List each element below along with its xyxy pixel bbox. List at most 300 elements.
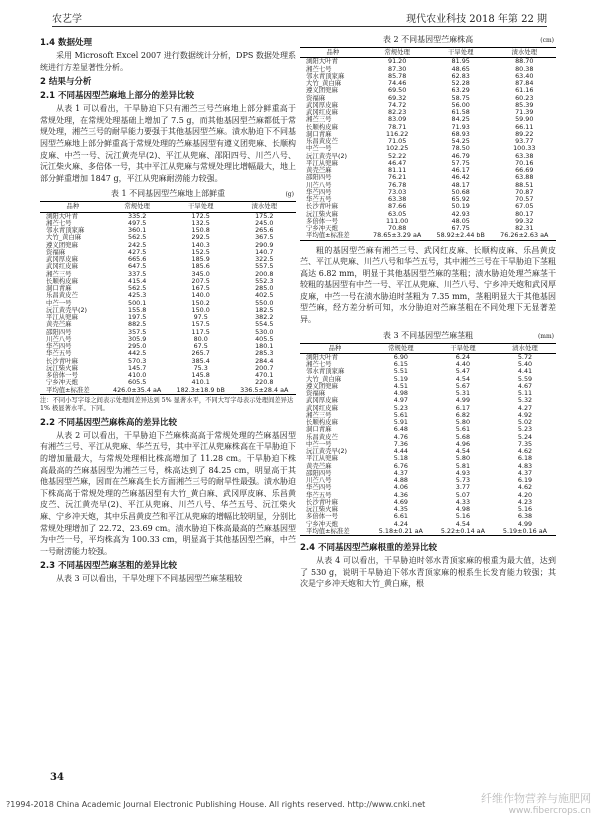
- variety-cell: 武冈红皮麻: [46, 262, 78, 271]
- variety-cell: 沅江黄壳早(2): [306, 447, 348, 456]
- value-cell: 5.32: [517, 396, 533, 405]
- value-cell: 70.57: [515, 195, 534, 203]
- value-cell: 62.83: [451, 71, 470, 80]
- variety-cell: 长沙青叶麻: [306, 202, 338, 211]
- table1-unit: (g): [285, 191, 294, 199]
- section-heading: 1.4 数据处理: [40, 38, 93, 48]
- value-cell: 4.36: [393, 490, 408, 499]
- table-caption: [300, 330, 556, 341]
- variety-cell: 遵义团兜麻: [46, 240, 78, 249]
- table-row: [300, 232, 556, 240]
- value-cell: 71.05: [388, 137, 407, 145]
- paragraph: 从表 1 可以看出，干旱胁迫下只有湘苎三号苎麻地上部分鲜重高于常规处理，在常规处理基础上增加了 7.5 g，而其他基因型苎麻都低于常规处理，湘苎三号的耐旱能力要强于其他基因型苎麻。渍水胁迫下不同基因型苎麻地上部分鲜重高于常规处理的苎麻基因型有遵义团兜麻、长顺构皮麻、中苎一号、沅江黄壳早(2)、平江从兜麻、邵阳四号、川苎八号、沅江柴火麻、多倍体一号，其中平江从兜麻与常规处理比增幅最大，地上部分鲜重增加 1847 g，平江从兜麻耐涝能力较强。: [40, 104, 296, 183]
- running-header: [52, 6, 547, 27]
- variety-cell: 长沙青叶麻: [46, 356, 78, 365]
- value-cell: 4.33: [455, 497, 471, 506]
- value-cell: 5.18±0.21 aA: [370, 528, 432, 536]
- value-cell: 82.23: [388, 108, 407, 116]
- value-cell: 74.72: [388, 100, 407, 109]
- variety-cell: 宁乡冲天炮: [46, 378, 78, 387]
- variety-cell: 洞口青麻: [306, 425, 332, 434]
- value-cell: 76.21: [388, 173, 407, 182]
- value-cell: 5.02: [517, 418, 533, 427]
- value-cell: 336.5±28.4 aA: [233, 387, 296, 395]
- value-cell: 337.5: [128, 269, 147, 278]
- value-cell: 65.92: [451, 195, 470, 203]
- variety-cell: 湘苎三号: [306, 410, 332, 419]
- value-cell: 117.5: [191, 327, 210, 336]
- value-cell: 59.90: [515, 115, 534, 124]
- value-cell: 5.67: [455, 381, 471, 390]
- table-row: [40, 387, 296, 395]
- value-cell: 150.8: [191, 226, 210, 235]
- variety-cell: 华苎四号: [306, 483, 332, 492]
- header-section: 农艺学: [52, 14, 82, 25]
- value-cell: 402.5: [255, 291, 274, 300]
- section-heading: 2.4 不同基因型苎麻根重的差异比较: [300, 543, 438, 554]
- value-cell: 69.50: [388, 86, 407, 95]
- value-cell: 157.5: [191, 320, 210, 329]
- value-cell: 6.38: [517, 512, 533, 521]
- variety-cell: 多倍体一号: [306, 216, 338, 225]
- value-cell: 426.0±35.4 aA: [105, 387, 168, 395]
- variety-cell: 平均值±标准差: [40, 387, 105, 395]
- value-cell: 68.93: [451, 129, 470, 138]
- value-cell: 5.23: [393, 403, 408, 412]
- table-caption: [300, 34, 556, 45]
- value-cell: 552.3: [255, 276, 274, 285]
- variety-cell: 华苎五号: [306, 490, 332, 499]
- value-cell: 182.5: [255, 305, 274, 314]
- value-cell: 5.47: [455, 367, 471, 376]
- value-cell: 357.5: [128, 327, 147, 336]
- variety-cell: 长顺构皮麻: [306, 122, 338, 131]
- table2-title: 表 2 不同基因型苎麻株高: [382, 35, 474, 44]
- watermark: 纤维作物营养与施肥网: [481, 792, 591, 805]
- variety-cell: 川苎八号: [306, 180, 332, 189]
- value-cell: 882.5: [128, 320, 147, 329]
- value-cell: 4.54: [455, 519, 471, 528]
- value-cell: 562.5: [128, 284, 147, 293]
- value-cell: 50.19: [451, 202, 470, 211]
- variety-cell: 武冈厚皮麻: [46, 255, 78, 264]
- value-cell: 5.59: [517, 374, 533, 383]
- value-cell: 152.5: [191, 247, 210, 256]
- value-cell: 605.5: [128, 378, 147, 387]
- variety-cell: 武冈厚皮麻: [306, 396, 338, 405]
- value-cell: 6.90: [393, 352, 408, 361]
- value-cell: 345.0: [191, 269, 210, 278]
- value-cell: 93.77: [515, 137, 534, 145]
- value-cell: 442.5: [128, 349, 147, 358]
- value-cell: 4.92: [517, 410, 533, 419]
- value-cell: 91.20: [388, 57, 407, 66]
- value-cell: 4.67: [517, 381, 533, 390]
- variety-cell: 邻水青顶家麻: [46, 226, 85, 235]
- value-cell: 4.83: [517, 461, 533, 470]
- value-cell: 4.96: [455, 439, 471, 448]
- value-cell: 5.19: [393, 374, 408, 383]
- value-cell: 5.61: [393, 410, 408, 419]
- section-heading: 2.3 不同基因型苎麻茎粗的差异比较: [40, 561, 178, 572]
- value-cell: 4.23: [517, 497, 533, 506]
- section-heading: 2.2 不同基因型苎麻株高的差异比较: [40, 417, 178, 428]
- value-cell: 200.7: [255, 363, 274, 372]
- variety-cell: 浏阳大叶青: [306, 57, 338, 66]
- value-cell: 63.38: [515, 151, 534, 160]
- value-cell: 175.2: [255, 211, 274, 220]
- value-cell: 4.41: [517, 367, 533, 376]
- value-cell: 84.25: [451, 115, 470, 124]
- variety-cell: 华苎四号: [306, 187, 332, 196]
- value-cell: 63.29: [451, 86, 470, 95]
- value-cell: 63.05: [388, 209, 407, 218]
- value-cell: 87.66: [388, 202, 407, 211]
- table-2: [300, 47, 556, 241]
- value-cell: 42.93: [451, 209, 470, 218]
- value-cell: 425.3: [128, 291, 147, 300]
- value-cell: 557.5: [255, 262, 274, 271]
- col-header: 渍水处理: [493, 48, 556, 58]
- col-header: 品种: [300, 343, 370, 353]
- variety-cell: 资福麻: [306, 389, 326, 398]
- value-cell: 5.91: [393, 418, 408, 427]
- table-header-row: [300, 48, 556, 58]
- right-column: [300, 34, 556, 590]
- value-cell: 5.18: [393, 454, 408, 463]
- value-cell: 5.11: [517, 389, 533, 398]
- variety-cell: 川苎八号: [46, 334, 72, 343]
- value-cell: 497.5: [128, 218, 147, 227]
- value-cell: 4.88: [393, 476, 408, 485]
- variety-cell: 长顺构皮麻: [46, 276, 78, 285]
- variety-cell: 华苎四号: [46, 342, 72, 351]
- value-cell: 5.24: [517, 432, 533, 441]
- value-cell: 85.78: [388, 71, 407, 80]
- value-cell: 265.7: [191, 349, 210, 358]
- value-cell: 4.44: [393, 447, 408, 456]
- value-cell: 78.65±3.29 aA: [365, 232, 428, 240]
- variety-cell: 中苎一号: [46, 298, 72, 307]
- variety-cell: 浏阳大叶青: [46, 211, 78, 220]
- variety-cell: 沅江黄壳早(2): [306, 151, 348, 160]
- value-cell: 58.92±2.44 bB: [429, 232, 493, 240]
- variety-cell: 宁乡冲天炮: [306, 224, 338, 232]
- value-cell: 6.82: [455, 410, 471, 419]
- table-header-row: [300, 343, 556, 353]
- value-cell: 647.5: [128, 262, 147, 271]
- value-cell: 4.54: [455, 374, 471, 383]
- value-cell: 4.37: [393, 468, 408, 477]
- variety-cell: 川苎八号: [306, 476, 332, 485]
- table-caption: [40, 188, 296, 199]
- variety-cell: 沅江柴火麻: [46, 363, 78, 372]
- table1-title: 表 1 不同基因型苎麻地上部鲜重: [110, 189, 226, 199]
- value-cell: 56.00: [451, 100, 470, 109]
- variety-cell: 黄壳苎麻: [306, 166, 332, 174]
- variety-cell: 洞口青麻: [306, 129, 332, 138]
- copyright-footer: ?1994-2018 China Academic Journal Electronic Publishing House. All rights reserved. http://www.cnki.net: [6, 800, 426, 809]
- value-cell: 550.0: [255, 298, 274, 307]
- variety-cell: 浏阳大叶青: [306, 352, 338, 361]
- value-cell: 5.61: [455, 425, 471, 434]
- variety-cell: 湘苎七号: [46, 218, 72, 227]
- table-note: 注：不同小写字母之间表示处理间差异达到 5% 显著水平，不同大写字母表示处理间差异达 1% 极显著水平。下同。: [40, 396, 294, 412]
- value-cell: 4.99: [517, 519, 533, 528]
- value-cell: 52.22: [388, 151, 407, 160]
- variety-cell: 武冈红皮麻: [306, 108, 338, 116]
- value-cell: 66.11: [515, 122, 534, 131]
- value-cell: 4.35: [393, 505, 408, 514]
- variety-cell: 乐昌黄皮苎: [306, 137, 338, 145]
- value-cell: 335.2: [128, 211, 147, 220]
- variety-cell: 长顺构皮麻: [306, 418, 338, 427]
- value-cell: 70.88: [388, 224, 407, 232]
- value-cell: 4.24: [393, 519, 408, 528]
- variety-cell: 乐昌黄皮苎: [306, 432, 338, 441]
- variety-cell: 资福麻: [46, 247, 66, 256]
- value-cell: 63.38: [388, 195, 407, 203]
- value-cell: 111.00: [385, 216, 409, 225]
- variety-cell: 宁乡冲天炮: [306, 519, 338, 528]
- value-cell: 4.20: [517, 490, 533, 499]
- value-cell: 73.03: [388, 187, 407, 196]
- value-cell: 185.6: [191, 262, 210, 271]
- value-cell: 76.78: [388, 180, 407, 189]
- table3-unit: (mm): [537, 332, 554, 340]
- value-cell: 4.40: [455, 360, 471, 369]
- value-cell: 80.38: [515, 64, 534, 73]
- value-cell: 6.15: [393, 360, 408, 369]
- header-journal: 现代农业科技 2018 年第 22 期: [406, 14, 547, 25]
- value-cell: 665.6: [128, 255, 147, 264]
- variety-cell: 湘苎七号: [306, 360, 332, 369]
- value-cell: 78.71: [388, 122, 407, 131]
- value-cell: 197.5: [128, 313, 147, 322]
- value-cell: 6.76: [393, 461, 408, 470]
- value-cell: 5.23: [517, 425, 533, 434]
- value-cell: 265.6: [255, 226, 274, 235]
- value-cell: 562.5: [128, 233, 147, 242]
- variety-cell: 平江从兜麻: [46, 313, 78, 322]
- value-cell: 60.23: [515, 93, 534, 102]
- value-cell: 102.25: [385, 144, 409, 153]
- value-cell: 145.8: [191, 371, 210, 380]
- variety-cell: 平江从兜麻: [306, 454, 338, 463]
- paragraph: 从表 3 可以看出，干旱处理下不同基因型苎麻茎粗较: [56, 574, 243, 584]
- value-cell: 140.7: [255, 247, 274, 256]
- variety-cell: 华苎五号: [46, 349, 72, 358]
- value-cell: 46.47: [388, 158, 407, 167]
- value-cell: 67.05: [515, 202, 534, 211]
- value-cell: 69.32: [388, 93, 407, 102]
- value-cell: 5.22±0.14 aA: [432, 528, 494, 536]
- value-cell: 385.4: [191, 356, 210, 365]
- value-cell: 54.25: [451, 137, 470, 145]
- value-cell: 5.51: [393, 367, 408, 376]
- section-heading: 2 结果与分析: [40, 77, 92, 88]
- value-cell: 5.40: [517, 360, 533, 369]
- value-cell: 61.58: [451, 108, 470, 116]
- value-cell: 4.98: [455, 505, 471, 514]
- variety-cell: 邵阳四号: [306, 173, 332, 182]
- value-cell: 4.27: [517, 403, 533, 412]
- variety-cell: 大竹_黄白麻: [306, 374, 342, 383]
- value-cell: 4.98: [393, 389, 408, 398]
- value-cell: 67.75: [451, 224, 470, 232]
- variety-cell: 平均值±标准差: [300, 528, 370, 536]
- variety-cell: 华苎五号: [306, 195, 332, 203]
- value-cell: 5.73: [455, 476, 471, 485]
- value-cell: 242.5: [128, 240, 147, 249]
- value-cell: 3.77: [455, 483, 471, 492]
- value-cell: 63.88: [515, 173, 534, 182]
- value-cell: 4.69: [393, 497, 408, 506]
- variety-cell: 长沙青叶麻: [306, 497, 338, 506]
- variety-cell: 武冈厚皮麻: [306, 100, 338, 109]
- value-cell: 74.46: [388, 79, 407, 87]
- value-cell: 70.16: [515, 158, 534, 167]
- value-cell: 305.9: [128, 334, 147, 343]
- value-cell: 180.1: [255, 342, 274, 351]
- value-cell: 4.51: [393, 381, 408, 390]
- value-cell: 6.61: [393, 512, 408, 521]
- variety-cell: 多倍体一号: [46, 371, 78, 380]
- value-cell: 5.07: [455, 490, 471, 499]
- value-cell: 530.0: [255, 327, 274, 336]
- value-cell: 57.75: [451, 158, 470, 167]
- value-cell: 7.35: [517, 439, 533, 448]
- value-cell: 470.1: [255, 371, 274, 380]
- value-cell: 76.26±2.63 aA: [493, 232, 556, 240]
- value-cell: 87.84: [515, 79, 534, 87]
- table-header-row: [40, 202, 296, 212]
- value-cell: 81.11: [388, 166, 407, 174]
- table3-title: 表 3 不同基因型苎麻茎粗: [382, 330, 474, 340]
- value-cell: 63.40: [515, 71, 534, 80]
- value-cell: 66.69: [515, 166, 534, 174]
- variety-cell: 武冈红皮麻: [306, 403, 338, 412]
- variety-cell: 沅江柴火麻: [306, 209, 338, 218]
- value-cell: 5.16: [517, 505, 533, 514]
- value-cell: 4.62: [517, 447, 533, 456]
- value-cell: 46.42: [451, 173, 470, 182]
- value-cell: 5.19±0.16 aA: [494, 528, 556, 536]
- value-cell: 88.51: [515, 180, 534, 189]
- value-cell: 80.0: [193, 334, 208, 343]
- value-cell: 167.5: [191, 284, 210, 293]
- value-cell: 4.97: [393, 396, 408, 405]
- paragraph: 从表 2 可以看出，干旱胁迫下苎麻株高高于常规处理的苎麻基因型有湘苎三号、平江从兜麻、华苎五号，其中平江从兜麻株高在干旱胁迫下的增加量最大，与常规处理相比株高增加了 11.28 cm。干旱胁迫下株高最高的苎麻基因型为湘苎三号，株高达到了 84.25 cm，明显高于其他基因型苎麻，因而在苎麻高生长方面湘苎三号的耐旱性最强。渍水胁迫下株高高于常规处理的苎麻基因型有大竹_黄白麻、武冈厚皮麻、乐昌黄皮苎、沅江黄壳早(2)、平江从兜麻、川苎八号、华苎五号、沅江柴火麻、宁乡冲天炮，其中乐昌黄皮苎和平江从兜麻的增幅比较明显，分别比常规处理增加了 22.72、23.69 cm。渍水胁迫下株高最高的苎麻基因型为中苎一号，平均株高为 100.33 cm，明显高于其他基因型苎麻，中苎一号耐涝能力较强。: [40, 430, 296, 556]
- value-cell: 5.80: [455, 454, 471, 463]
- value-cell: 6.18: [517, 454, 533, 463]
- value-cell: 67.5: [193, 342, 208, 351]
- col-header: 品种: [300, 48, 365, 58]
- value-cell: 292.5: [191, 233, 210, 242]
- value-cell: 61.16: [515, 86, 534, 95]
- value-cell: 132.5: [191, 218, 210, 227]
- variety-cell: 中苎一号: [306, 144, 332, 153]
- value-cell: 87.30: [388, 64, 407, 73]
- variety-cell: 邻水青顶家麻: [306, 71, 345, 80]
- variety-cell: 邵阳四号: [46, 327, 72, 336]
- value-cell: 570.3: [128, 356, 147, 365]
- variety-cell: 中苎一号: [306, 439, 332, 448]
- value-cell: 80.17: [515, 209, 534, 218]
- value-cell: 5.81: [455, 461, 471, 470]
- value-cell: 245.0: [255, 218, 274, 227]
- value-cell: 155.8: [128, 305, 147, 314]
- col-header: 干旱处理: [432, 343, 494, 353]
- value-cell: 89.22: [515, 129, 534, 138]
- value-cell: 58.75: [451, 93, 470, 102]
- value-cell: 52.28: [451, 79, 470, 87]
- paragraph: 采用 Microsoft Excel 2007 进行数据统计分析，DPS 数据处理系统进行方差显著性分析。: [40, 51, 296, 72]
- value-cell: 83.09: [388, 115, 407, 124]
- left-column: [40, 34, 296, 585]
- value-cell: 200.8: [255, 269, 274, 278]
- value-cell: 207.5: [191, 276, 210, 285]
- variety-cell: 黄壳苎麻: [306, 461, 332, 470]
- value-cell: 410.1: [191, 378, 210, 387]
- value-cell: 4.99: [455, 396, 471, 405]
- value-cell: 295.0: [128, 342, 147, 351]
- col-header: 常规处理: [105, 202, 168, 212]
- value-cell: 220.8: [255, 378, 274, 387]
- value-cell: 285.0: [255, 284, 274, 293]
- variety-cell: 遵义团兜麻: [306, 381, 338, 390]
- value-cell: 48.05: [451, 216, 470, 225]
- variety-cell: 资福麻: [306, 93, 326, 102]
- col-header: 常规处理: [370, 343, 432, 353]
- value-cell: 4.62: [517, 483, 533, 492]
- value-cell: 500.1: [128, 298, 147, 307]
- value-cell: 410.0: [128, 371, 147, 380]
- value-cell: 415.4: [128, 276, 147, 285]
- value-cell: 116.22: [385, 129, 409, 138]
- value-cell: 71.93: [451, 122, 470, 131]
- value-cell: 70.87: [515, 187, 534, 196]
- variety-cell: 邻水青顶家麻: [306, 367, 345, 376]
- variety-cell: 湘苎三号: [46, 269, 72, 278]
- value-cell: 172.5: [191, 211, 210, 220]
- variety-cell: 大竹_黄白麻: [46, 233, 82, 242]
- value-cell: 4.54: [455, 447, 471, 456]
- value-cell: 554.5: [255, 320, 274, 329]
- table2-unit: (cm): [540, 37, 554, 44]
- value-cell: 88.70: [515, 57, 534, 66]
- value-cell: 6.19: [517, 476, 533, 485]
- variety-cell: 湘苎七号: [306, 64, 332, 73]
- paragraph: 粗的基因型苎麻有湘苎三号、武冈红皮麻、长顺构皮麻、乐昌黄皮苎、平江从兜麻、川苎八号和华苎五号，其中湘苎三号在干旱胁迫下茎粗高达 6.82 mm，明显于其他基因型苎麻的茎粗；渍水胁迫处理苎麻茎干较粗的基因型有中苎一号、平江从兜麻、川苎八号、宁乡冲天炮和武冈厚皮麻，中苎一号在渍水胁迫时茎粗为 7.35 mm，茎粗明显大于其他基因型苎麻，经方差分析可知，水分胁迫对苎麻茎粗在不同处理下无显著差异。: [300, 245, 556, 325]
- value-cell: 140.3: [191, 240, 210, 249]
- value-cell: 427.5: [128, 247, 147, 256]
- value-cell: 140.0: [191, 291, 210, 300]
- paragraph: 从表 4 可以看出，干旱胁迫时邻水青顶家麻的根重为最大值，达到了 530 g，说明干旱胁迫下邻水青顶家麻的根系生长发育能力较强；其次是宁乡冲天炮和大竹_黄白麻，根: [300, 556, 556, 589]
- value-cell: 99.32: [515, 216, 534, 225]
- value-cell: 78.50: [451, 144, 470, 153]
- variety-cell: 洞口青麻: [46, 284, 72, 293]
- table-row: [300, 528, 556, 536]
- value-cell: 4.37: [517, 468, 533, 477]
- value-cell: 150.0: [191, 305, 210, 314]
- value-cell: 81.95: [451, 57, 470, 66]
- value-cell: 5.80: [455, 418, 471, 427]
- variety-cell: 乐昌黄皮苎: [46, 291, 78, 300]
- value-cell: 405.5: [255, 334, 274, 343]
- col-header: 渍水处理: [494, 343, 556, 353]
- value-cell: 5.72: [517, 352, 533, 361]
